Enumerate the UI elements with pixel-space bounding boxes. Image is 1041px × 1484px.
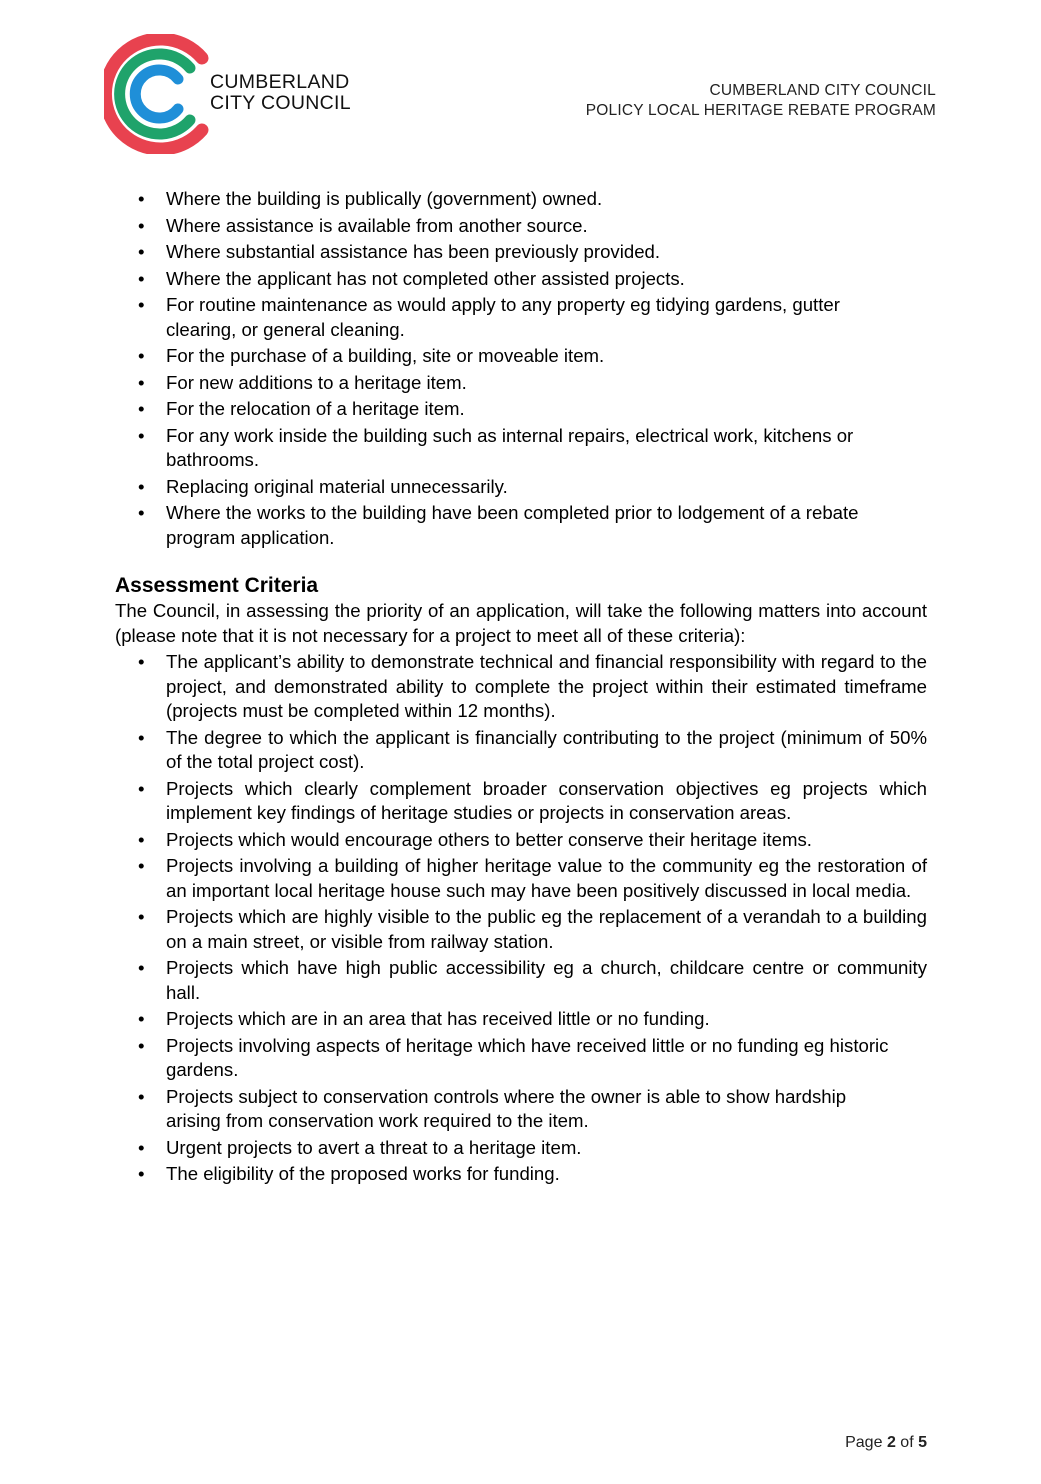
bullet-icon: •: [138, 371, 145, 393]
list-item: • For any work inside the building such as internal repairs, electrical work, kitchens or bathrooms.: [138, 424, 854, 470]
list-item: • Projects which would encourage others to better conserve their heritage items.: [115, 828, 927, 853]
bullet-icon: •: [138, 957, 145, 978]
list-item: • Projects which are highly visible to the public eg the replacement of a verandah to a building on a main street, or visible from railway station.: [138, 906, 927, 952]
bullet-icon: •: [138, 855, 145, 876]
bullet-icon: •: [138, 267, 145, 289]
logo-line-2: CITY COUNCIL: [210, 92, 351, 114]
list-item: • Projects which clearly complement broader conservation objectives eg projects which implement key findings of heritage studies or projects in conservation areas.: [138, 777, 927, 823]
bullet-icon: •: [138, 906, 145, 927]
page-body: [115, 187, 927, 1189]
list-item: • The degree to which the applicant is financially contributing to the project (minimum of 50% of the total project cost).: [138, 726, 927, 772]
bullet-icon: •: [138, 294, 145, 315]
list-item: • For routine maintenance as would apply to any property eg tidying gardens, gutter clearing, or general cleaning.: [138, 294, 840, 340]
list-item: • Where substantial assistance has been previously provided.: [115, 240, 927, 265]
list-item: • Where the applicant has not completed other assisted projects.: [115, 267, 927, 292]
document-header: [586, 81, 936, 121]
bullet-icon: •: [138, 651, 145, 672]
logo-wordmark: [210, 72, 351, 114]
list-item: • Replacing original material unnecessarily.: [115, 475, 927, 500]
header-policy-title: POLICY LOCAL HERITAGE REBATE PROGRAM: [585, 102, 936, 119]
bullet-icon: •: [138, 345, 145, 366]
page-current: 2: [886, 1434, 896, 1451]
page-of-label: of: [900, 1434, 914, 1451]
list-item: • Projects involving a building of higher heritage value to the community eg the restoration of an important local heritage house such may have been positively discussed in local media.: [138, 855, 927, 901]
criteria-list: [115, 650, 927, 1187]
list-item: • Projects involving aspects of heritage which have received little or no funding eg historic gardens.: [138, 1034, 889, 1080]
council-logo-icon: [104, 34, 214, 154]
list-item: • Projects subject to conservation controls where the owner is able to show hardship arising from conservation work required to the item.: [138, 1085, 847, 1131]
list-item: • Projects which have high public accessibility eg a church, childcare centre or community hall.: [138, 957, 927, 1003]
header-organisation: CUMBERLAND CITY COUNCIL: [709, 82, 936, 99]
section-intro: The Council, in assessing the priority of an application, will take the following matters into account (please note that it is not necessary for a project to meet all of these criteria):: [115, 600, 927, 646]
list-item: • Urgent projects to avert a threat to a heritage item.: [115, 1136, 927, 1161]
bullet-icon: •: [138, 1085, 145, 1107]
bullet-icon: •: [138, 828, 145, 850]
bullet-icon: •: [138, 1163, 145, 1184]
bullet-icon: •: [138, 424, 145, 446]
bullet-icon: •: [138, 475, 145, 497]
list-item: • Where the works to the building have been completed prior to lodgement of a rebate program application.: [138, 502, 859, 548]
bullet-icon: •: [138, 241, 145, 262]
exclusions-list: [115, 187, 927, 550]
bullet-icon: •: [138, 1008, 145, 1029]
list-item: • Where assistance is available from another source.: [115, 214, 927, 239]
list-item: • Where the building is publically (government) owned.: [115, 187, 927, 212]
bullet-icon: •: [138, 1034, 145, 1056]
list-item: • The applicant’s ability to demonstrate technical and financial responsibility with regard to the project, and demonstrated ability to complete the project within their estimated timeframe (projects must be completed within 12 months).: [138, 651, 927, 721]
council-logo: [104, 34, 364, 154]
page-total: 5: [918, 1434, 927, 1451]
list-item: • For new additions to a heritage item.: [115, 371, 927, 396]
page-number: [845, 1434, 927, 1452]
list-item: • Projects which are in an area that has received little or no funding.: [115, 1007, 927, 1032]
section-heading: Assessment Criteria: [115, 574, 319, 597]
list-item: • The eligibility of the proposed works for funding.: [115, 1162, 927, 1187]
bullet-icon: •: [138, 777, 145, 799]
list-item: • For the purchase of a building, site or moveable item.: [115, 344, 927, 369]
bullet-icon: •: [138, 188, 145, 209]
bullet-icon: •: [138, 502, 145, 523]
page-label: Page: [845, 1434, 883, 1451]
logo-line-1: CUMBERLAND: [210, 71, 350, 93]
bullet-icon: •: [138, 398, 145, 419]
bullet-icon: •: [138, 726, 145, 748]
bullet-icon: •: [138, 214, 145, 236]
bullet-icon: •: [138, 1136, 145, 1158]
list-item: • For the relocation of a heritage item.: [115, 397, 927, 422]
